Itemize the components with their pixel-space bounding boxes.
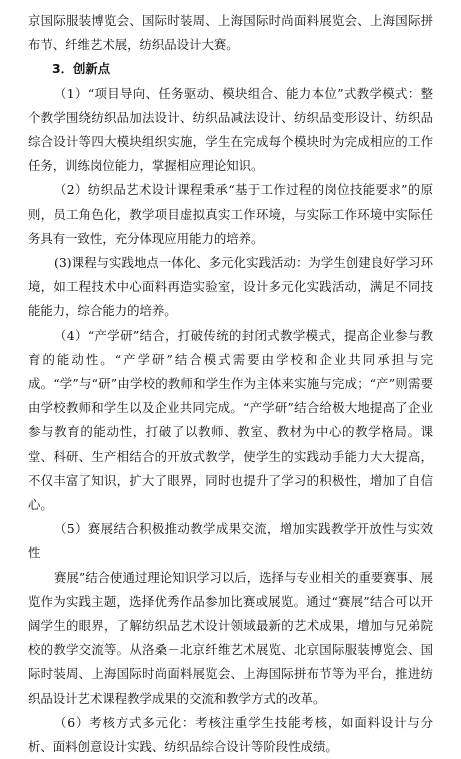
paragraph-continuation: 京国际服装博览会、国际时装周、上海国际时尚面料展览会、上海国际拼布节、纤维艺术展，纺织品设计大赛。 xyxy=(28,13,433,53)
paragraph-2: （2）纺织品艺术设计课程秉承“基于工作过程的岗位技能要求”的原则，员工角色化，教学项目虚拟真实工作环境，与实际工作环境中实际任务具有一致性，充分体现应用能力的培养。 xyxy=(28,182,433,246)
paragraph-1: （1）“项目导向、任务驱动、模块组合、能力本位”式教学模式：整个教学围绕纺织品加法设计、纺织品减法设计、纺织品变形设计、纺织品综合设计等四大模块组织实施，学生在完成每个模块时为完成相应的工作任务，训练岗位能力，掌握相应理论知识。 xyxy=(28,85,433,174)
paragraph-5-body: 赛展”结合使通过理论知识学习以后，选择与专业相关的重要赛事、展览作为实践主题，选择优秀作品参加比赛或展览。通过“赛展”结合可以开阔学生的眼界，了解纺织品艺术设计领域最新的艺术成果，增加与兄弟院校的教学交流等。从洛桑－北京纤维艺术展览、北京国际服装博览会、国际时装周、上海国际时尚面料展览会、上海国际拼布节等为平台，推进纺织品设计艺术课程教学成果的交流和教学方式的改革。 xyxy=(28,569,433,706)
paragraph-5-title: （5）赛展结合积极推动教学成果交流，增加实践教学开放性与实效性 xyxy=(28,521,433,561)
paragraph-3: (3)课程与实践地点一体化、多元化实践活动：为学生创建良好学习环境，如工程技术中心面料再造实验室，设计多元化实践活动，满足不同技能能力，综合能力的培养。 xyxy=(28,255,433,319)
section-heading: 3．创新点 xyxy=(52,61,111,77)
paragraph-6: （6）考核方式多元化：考核注重学生技能考核，如面料设计与分析、面料创意设计实践、纺织品综合设计等阶段性成绩。 xyxy=(28,714,433,755)
paragraph-4: （4）“产学研”结合，打破传统的封闭式教学模式，提高企业参与教育的能动性。“产学研”结合模式需要由学校和企业共同承担与完成。“学”与“研”由学校的教师和学生作为主体来实施与完成；“产”则需要由学校教师和学生以及企业共同完成。“产学研”结合给极大地提高了企业参与教育的能动性，打破了以教师、教室、教材为中心的教学格局。课堂、科研、生产相结合的开放式教学，使学生的实践动手能力大大提高，不仅丰富了知识，扩大了眼界，同时也提升了学习的积极性，增加了自信心。 xyxy=(28,327,433,513)
